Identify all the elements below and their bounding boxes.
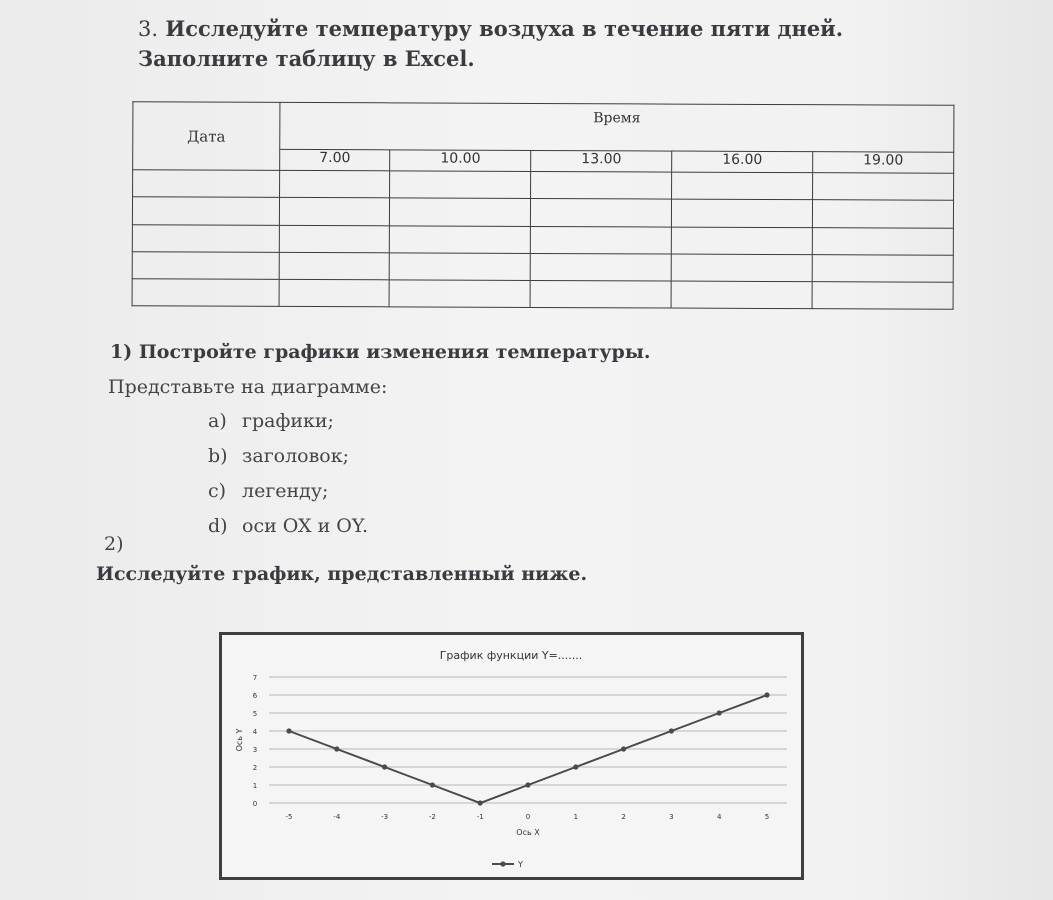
task-number: 3. [138,17,159,41]
table-cell [531,199,672,227]
time-cell: 16.00 [672,151,813,173]
data-point [334,746,339,751]
list-item-text: оси OX и OY. [242,515,369,537]
table-cell [279,225,389,253]
x-tick-label: 5 [764,813,770,821]
task-text: Исследуйте температуру воздуха в течение пяти дней. Заполните таблицу в Excel. [138,16,844,71]
table-cell [812,281,953,309]
table-cell [280,171,390,199]
list-item-text: заголовок; [242,445,350,467]
x-tick-label: -1 [476,813,484,821]
list-item-text: графики; [242,410,334,432]
data-point [621,746,626,751]
list-item-text: легенду; [242,480,329,502]
list-item [208,439,368,474]
x-tick-label: -2 [428,813,436,821]
task-title [138,14,938,74]
x-axis-label: Ось X [516,828,540,837]
data-point [717,710,722,715]
time-header: Время [280,102,954,152]
y-tick-label: 1 [252,782,258,790]
table-cell [812,200,953,228]
time-cell: 13.00 [531,151,672,173]
table-cell [390,225,531,253]
table-cell [389,253,530,281]
list-marker: b) [208,445,228,467]
table-row [133,170,954,201]
table-cell [133,170,280,198]
function-chart [219,632,804,880]
table-cell [132,224,279,252]
table-cell [672,199,813,227]
y-tick-label: 5 [252,710,258,718]
chart-title: График функции Y=....... [439,649,583,662]
table-cell [531,172,672,200]
data-point [286,728,291,733]
x-tick-label: 4 [716,813,722,821]
table-cell [279,279,389,307]
table-row [132,251,953,282]
list-item [208,509,368,544]
table-cell [390,171,531,199]
table-cell [132,279,279,307]
data-point [478,800,483,805]
table-row [132,197,953,228]
y-tick-label: 7 [252,674,258,682]
time-cell: 7.00 [280,150,390,172]
list-item [208,404,368,439]
y-axis-label: Ось Y [235,728,244,752]
table-cell [390,198,531,226]
table-cell [132,251,279,279]
data-point [573,764,578,769]
table-cell [530,253,671,281]
temperature-table [132,101,955,310]
table-row [132,224,953,255]
y-tick-label: 6 [252,692,258,700]
question-1-list [208,404,368,544]
time-cell: 10.00 [390,150,531,172]
question-2-title: Исследуйте график, представленный ниже. [96,563,588,585]
question-2-number: 2) [104,533,124,555]
list-marker: a) [208,410,227,432]
x-tick-label: 0 [525,813,531,821]
data-point [669,728,674,733]
data-point [382,764,387,769]
table-cell [530,280,671,308]
data-point [764,692,769,697]
list-marker: d) [208,515,228,537]
table-cell [672,172,813,200]
y-tick-label: 4 [252,728,258,736]
table-cell [531,226,672,254]
list-marker: c) [208,480,227,502]
table-cell [671,281,812,309]
x-tick-label: 3 [669,813,674,821]
table-cell [812,227,953,255]
legend-marker [500,861,505,866]
y-tick-label: 3 [252,746,258,754]
table-cell [389,280,530,308]
table-cell [279,198,389,226]
question-1-subtitle: Представьте на диаграмме: [108,376,388,398]
question-1-title: 1) Постройте графики изменения температуры. [110,341,651,363]
chart-canvas [222,635,801,877]
x-tick-label: -5 [285,813,293,821]
x-tick-label: 2 [621,813,626,821]
list-item [208,474,368,509]
table-cell [671,254,812,282]
table-row [132,279,953,310]
table-cell [812,254,953,282]
time-cell: 19.00 [813,152,954,174]
data-point [430,782,435,787]
x-tick-label: 1 [573,813,579,821]
date-header: Дата [133,102,280,171]
table-cell [132,197,279,225]
x-tick-label: -3 [381,813,389,821]
data-point [525,782,530,787]
x-tick-label: -4 [333,813,341,821]
legend-label: Y [518,860,523,869]
y-tick-label: 2 [252,764,258,772]
y-tick-label: 0 [252,800,258,808]
table-cell [813,173,954,201]
table-cell [279,252,389,280]
table-cell [671,227,812,255]
